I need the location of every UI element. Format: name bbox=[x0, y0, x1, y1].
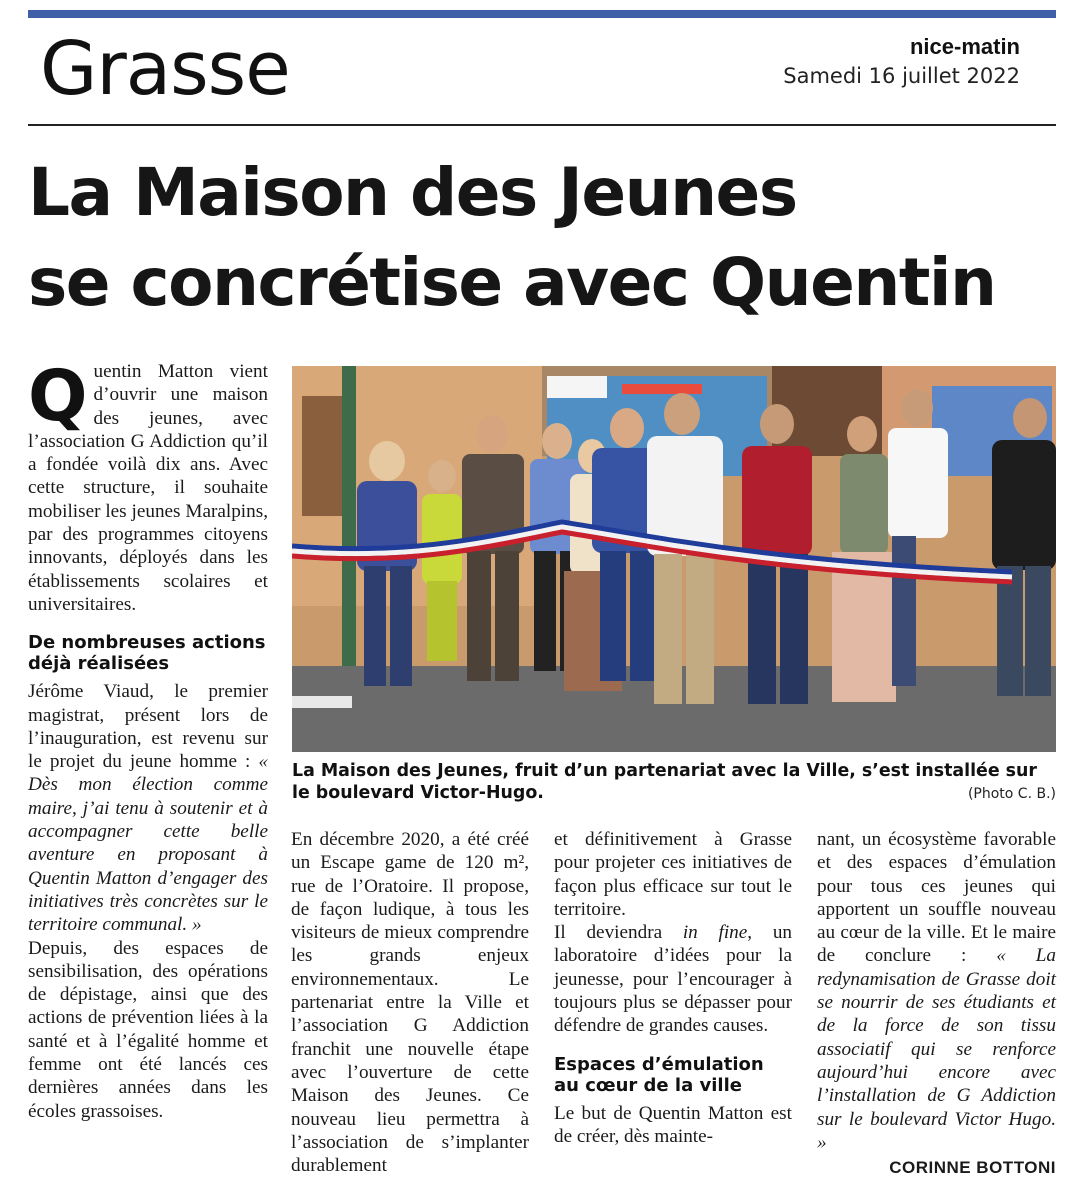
escape-game-paragraph: En décembre 2020, a été créé un Escape game de 120 m², rue de l’Oratoire. Il propose, de façon ludique, à tous les visiteurs de mieux comprendre les grands enjeux environnementaux. Le partenariat entre la Ville et l’association G Addiction franchit une nouvelle étape avec l’ouverture de cette Maison des Jeunes. Ce nouveau lieu permettra à l’association de s’implanter durablement bbox=[291, 829, 529, 1177]
mayor-quote: « Dès mon élection comme maire, j’ai tenu à soutenir et à accompagner cette belle aventure en proposant à Quentin Matton d’engager des initiatives très concrètes sur le territoire communal. » bbox=[28, 751, 268, 936]
article-column-4 bbox=[817, 828, 1056, 1179]
actions-paragraph: Depuis, des espaces de sensibilisation, des opérations de dépistage, ainsi que des actions de prévention liées à la santé et à l’égalité homme et femme ont été lancés ces dernières années dans les écoles grassoises. bbox=[28, 937, 268, 1122]
newspaper-brand: nice-matin bbox=[909, 34, 1020, 59]
section-title: Grasse bbox=[40, 26, 290, 112]
headline-line-1: La Maison des Jeunes bbox=[28, 154, 797, 231]
article-column-2 bbox=[291, 828, 529, 1177]
intro-paragraph: Quentin Matton vient d’ouvrir une maison des jeunes, avec l’association G Addiction qu’il a fondée voilà dix ans. Avec cette structure, il souhaite mobiliser les jeunes Maralpins, par des programmes citoyens innovants, déployés dans les établissements scolaires et universitaires. bbox=[28, 355, 268, 615]
article-column-3 bbox=[554, 828, 792, 1148]
article-photo bbox=[292, 366, 1056, 752]
ecosystem-paragraph: nant, un écosystème favorable et des espaces d’émulation pour tous ces jeunes qui apportent un souffle nouveau au cœur de la ville. Et le maire de conclure : « La redynamisation de Grasse doit se nourrir de ses étudiants et de la force de son tissu associatif qui se renforce aujourd’hui encore avec l’installation de G Addiction sur le boulevard Victor Hugo. » bbox=[817, 829, 1057, 1153]
closing-quote: « La redynamisation de Grasse doit se nourrir de ses étudiants et de la force de son tissu associatif qui se renforce aujourd’hui encore avec l’installation de G Addiction sur le boulevard Victor Hugo. » bbox=[817, 945, 1057, 1153]
article-column-1 bbox=[28, 355, 268, 1123]
author-signature: CORINNE BOTTONI bbox=[889, 1158, 1056, 1178]
territory-paragraph: et définitivement à Grasse pour projeter ces initiatives de façon plus efficace sur tout le territoire. bbox=[554, 829, 792, 920]
photo-caption: La Maison des Jeunes, fruit d’un partenariat avec la Ville, s’est installée sur le boulevard Victor-Hugo. bbox=[292, 761, 1037, 803]
headline-line-2: se concrétise avec Quentin bbox=[28, 244, 996, 321]
subheading-actions: De nombreuses actions déjà réalisées bbox=[28, 632, 266, 675]
goal-paragraph: Le but de Quentin Matton est de créer, dès mainte- bbox=[554, 1102, 792, 1147]
article-headline bbox=[28, 148, 1068, 328]
mayor-paragraph: Jérôme Viaud, le premier magistrat, présent lors de l’inauguration, est revenu sur le projet du jeune homme : « Dès mon élection comme maire, j’ai tenu à soutenir et à accompagner cette belle aventure en proposant à Quentin Matton d’engager des initiatives très concrètes sur le territoire communal. » bbox=[28, 681, 268, 936]
top-accent-bar bbox=[28, 10, 1056, 18]
laboratory-paragraph: Il deviendra in fine, un laboratoire d’idées pour la jeunesse, pour l’encourager à toujours plus se dépasser pour défendre de grandes causes. bbox=[554, 922, 792, 1037]
header-divider bbox=[28, 124, 1056, 126]
drop-cap: Q bbox=[28, 355, 88, 437]
photo-credit: (Photo C. B.) bbox=[967, 786, 1056, 802]
ribbon-cutting-photo bbox=[292, 366, 1056, 752]
publication-date: Samedi 16 juillet 2022 bbox=[783, 64, 1020, 88]
subheading-emulation: Espaces d’émulation au cœur de la ville bbox=[554, 1053, 764, 1096]
